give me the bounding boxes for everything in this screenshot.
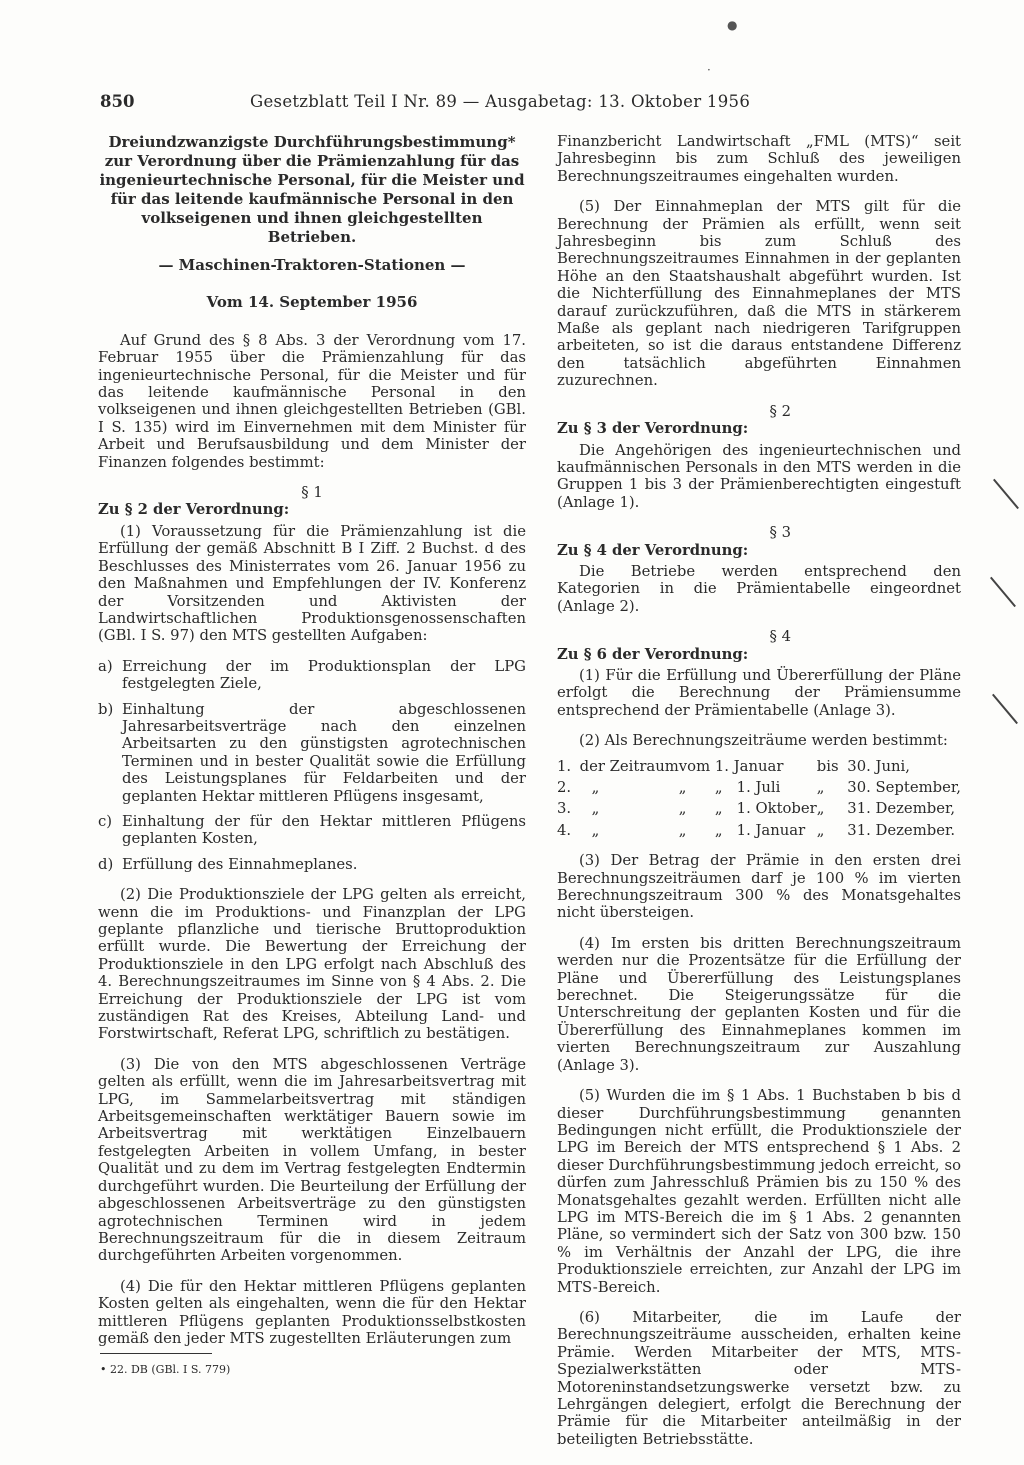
left-column [98, 133, 526, 1360]
table-row [557, 799, 961, 820]
period-start: „ 1. Oktober [714, 800, 817, 818]
paragraph: (4) Die für den Hektar mittleren Pflügens geplanten Kosten gelten als eingehalten, wenn die für den Hektar mittleren Pflügens geplanten Produktionsselbstkosten gemäß den jeder MTS zugestellten Erläuterungen zum [98, 1277, 526, 1347]
paragraph: Die Betriebe werden entsprechend den Kategorien in die Prämientabelle eingeordnet (Anlage 2). [557, 562, 961, 615]
period-from-word: „ [678, 800, 687, 818]
section-reference: Zu § 3 der Verordnung: [557, 420, 749, 438]
period-to-word: „ [816, 779, 825, 796]
regulation-date: Vom 14. September 1956 [206, 293, 418, 312]
regulation-subtitle: — Maschinen-Traktoren-Stationen — [158, 256, 466, 274]
section-heading: § 1 [301, 484, 323, 502]
list-item [98, 856, 526, 873]
period-text: der Zeitraum [579, 757, 679, 775]
period-number: 2. [557, 779, 572, 796]
paragraph: (3) Die von den MTS abgeschlossenen Verträge gelten als erfüllt, wenn die im Jahresarbeitsvertrag mit LPG, im Sammelarbeitsvertrag mit ständigen Arbeitsgemeinschaften werktätiger Bauern sowie im Arbeitsvertrag mit werktätigen Einzelbauern festgelegten Arbeiten in vollem Umfang, in bester Qualität und zu dem im Vertrag festgelegten Endtermin durchgeführt wurden. Die Beurteilung der Erfüllung der abgeschlossenen Arbeitsverträge zu den günstigsten agrotechnischen Terminen wird in jedem Berechnungszeitraum für die in diesem Zeitraum durchgeführten Arbeiten vorgenommen. [98, 1055, 526, 1265]
paragraph: Die Angehörigen des ingenieurtechnischen und kaufmännischen Personals in den MTS werden in die Gruppen 1 bis 3 der Prämienberechtigten eingestuft (Anlage 1). [557, 441, 961, 511]
period-start: „ 1. Juli [714, 779, 781, 796]
period-number: 1. [557, 757, 572, 775]
period-number: 4. [557, 821, 572, 839]
period-to-word: „ [816, 821, 825, 839]
paragraph: (5) Der Einnahmeplan der MTS gilt für die Berechnung der Prämien als erfüllt, wenn seit Jahresbeginn bis zum Schluß des Berechnungszeitraumes Einnahmen in der geplanten Höhe an den Staatshaushalt abgeführt wurden. Ist die Nichterfüllung des Einnahmeplanes der MTS darauf zurückzuführen, daß die MTS in stärkerem Maße als geplant nach niedrigeren Tarifgruppen arbeiteten, so ist die daraus entstandene Differenz den tatsächlich abgeführten Einnahmen zuzurechnen. [557, 198, 961, 390]
paragraph: (5) Wurden die im § 1 Abs. 1 Buchstaben b bis d dieser Durchführungsbestimmung genannten Bedingungen nicht erfüllt, die Produktionsziele der LPG im Bereich der MTS entsprechend § 1 Abs. 2 dieser Durchführungsbestimmung jedoch erreicht, so dürfen zum Jahresschluß Prämien bis zu 150 % des Monatsgehaltes gezahlt werden. Erfüllten nicht alle LPG im MTS-Bereich die im § 1 Abs. 2 genannten Pläne, so vermindert sich der Satz von 300 bzw. 150 % im Verhältnis der Anzahl der LPG, die ihre Produktionsziele erreichten, zur Anzahl der LPG im MTS-Bereich. [557, 1087, 961, 1296]
paragraph: (1) Für die Erfüllung und Übererfüllung der Pläne erfolgt die Berechnung der Prämiensumme entsprechend der Prämientabelle (Anlage 3). [557, 666, 961, 719]
list-item [98, 701, 526, 805]
section-heading: § 4 [769, 628, 791, 646]
margin-mark [990, 577, 1016, 607]
period-from-word: „ [678, 779, 687, 796]
table-row [557, 778, 961, 799]
preamble: Auf Grund des § 8 Abs. 3 der Verordnung vom 17. Februar 1955 über die Prämienzahlung für das ingenieurtechnische Personal, für die Meister und für das leitende kaufmännische Personal in den volkseigenen und ihnen gleichgestellten Betrieben (GBl. I S. 135) wird im Einvernehmen mit dem Minister für Arbeit und Berufsausbildung und dem Minister der Finanzen folgendes bestimmt: [98, 331, 526, 471]
period-start: 1. Januar [714, 757, 784, 775]
section-reference: Zu § 4 der Verordnung: [557, 541, 749, 559]
section-reference: Zu § 6 der Verordnung: [557, 645, 749, 663]
scan-speck: · [707, 63, 711, 77]
list-item-text: Erfüllung des Einnahmeplanes. [122, 855, 358, 873]
conditions-list [98, 658, 526, 873]
paragraph: (3) Der Betrag der Prämie in den ersten drei Berechnungszeiträumen darf je 100 % im vierten Berechnungszeitraum 300 % des Monatsgehaltes nicht übersteigen. [557, 852, 961, 922]
section-heading: § 2 [769, 402, 791, 420]
period-end: 31. Dezember. [847, 821, 956, 839]
period-end: 30. September, [847, 779, 961, 796]
paragraph: (4) Im ersten bis dritten Berechnungszeitraum werden nur die Prozentsätze für die Erfüllung der Pläne und Übererfüllung des Leistungsplanes berechnet. Die Steigerungssätze für die Unterschreitung der geplanten Kosten und für die Übererfüllung des Einnahmeplanes kommen im vierten Berechnungszeitraum zur Auszahlung (Anlage 3). [557, 934, 961, 1074]
page-number: 850 [100, 92, 135, 111]
list-item [98, 813, 526, 848]
regulation-title: Dreiundzwanzigste Durchführungsbestimmung* zur Verordnung über die Prämienzahlung für das ingenieurtechnische Personal, für die Meister und für das leitende kaufmännische Personal in den volkseigenen und ihnen gleichgestellten Betrieben. [99, 133, 525, 246]
section-heading: § 3 [769, 524, 791, 542]
paragraph: (6) Mitarbeiter, die im Laufe der Berechnungszeiträume ausscheiden, erhalten keine Prämie. Werden Mitarbeiter der MTS, MTS-Spezialwerkstätten oder MTS-Motoreninstandsetzungswerke versetzt bzw. zu Lehrgängen delegiert, erfolgt die Berechnung der Prämie für die Mitarbeiter anteilmäßig in der beteiligten Betriebsstätte. [557, 1308, 961, 1448]
margin-mark [992, 694, 1018, 724]
period-number: 3. [557, 800, 572, 818]
list-item-label: b) [98, 700, 114, 718]
list-item-label: d) [98, 855, 114, 873]
period-end: 30. Juni, [847, 757, 910, 775]
period-text: „ [591, 779, 600, 796]
paragraph: Finanzbericht Landwirtschaft „FML (MTS)“ seit Jahresbeginn bis zum Schluß des jeweiligen Berechnungszeitraumes eingehalten wurden. [557, 133, 961, 185]
period-from-word: vom [678, 757, 711, 775]
periods-table [557, 757, 961, 843]
right-column [557, 133, 961, 1461]
period-text: „ [591, 800, 600, 818]
list-item-label: c) [98, 812, 113, 830]
list-item-text: Einhaltung der für den Hektar mittleren Pflügens geplanten Kosten, [122, 812, 526, 848]
header-title: Gesetzblatt Teil I Nr. 89 — Ausgabetag: 13. Oktober 1956 [250, 92, 751, 111]
list-item-text: Einhaltung der abgeschlossenen Jahresarbeitsverträge nach den einzelnen Arbeitsarten zu den günstigsten agrotechnischen Terminen und in bester Qualität sowie die Erfüllung des Leistungsplanes für Feldarbeiten und der geplanten Hektar mittleren Pflügens insgesamt, [122, 700, 526, 805]
period-end: 31. Dezember, [847, 800, 956, 818]
period-to-word: bis [816, 757, 839, 775]
period-text: „ [591, 821, 600, 839]
period-from-word: „ [678, 821, 687, 839]
period-start: „ 1. Januar [714, 821, 806, 839]
paragraph: (2) Als Berechnungszeiträume werden bestimmt: [579, 732, 948, 750]
scan-speck: ● [727, 18, 738, 32]
page-header [100, 92, 780, 111]
list-item [98, 658, 526, 693]
list-item-label: a) [98, 657, 113, 675]
section-reference: Zu § 2 der Verordnung: [98, 501, 290, 519]
table-row [557, 757, 961, 778]
period-to-word: „ [816, 800, 825, 818]
paragraph: (2) Die Produktionsziele der LPG gelten als erreicht, wenn die im Produktions- und Finanzplan der LPG geplante pflanzliche und tierische Bruttoproduktion erfüllt wurde. Die Bewertung der Erreichung der Produktionsziele in den LPG erfolgt nach Abschluß des 4. Berechnungszeitraumes im Sinne von § 4 Abs. 2. Die Erreichung der Produktionsziele der LPG ist vom zuständigen Rat des Kreises, Abteilung Land- und Forstwirtschaft, Referat LPG, schriftlich zu bestätigen. [98, 886, 526, 1043]
margin-mark [993, 479, 1019, 509]
list-item-text: Erreichung der im Produktionsplan der LPG festgelegten Ziele, [122, 657, 526, 693]
paragraph: (1) Voraussetzung für die Prämienzahlung ist die Erfüllung der gemäß Abschnitt B I Ziff. 2 Buchst. d des Beschlusses des Ministerrates vom 26. Januar 1956 zu den Maßnahmen und Empfehlungen der IV. Konferenz der Vorsitzenden und Aktivisten der Landwirtschaftlichen Produktionsgenossenschaften (GBl. I S. 97) den MTS gestellten Aufgaben: [98, 522, 526, 645]
footnote: • 22. DB (GBl. I S. 779) [100, 1363, 231, 1376]
footnote-divider [100, 1353, 212, 1354]
table-row [557, 821, 961, 842]
